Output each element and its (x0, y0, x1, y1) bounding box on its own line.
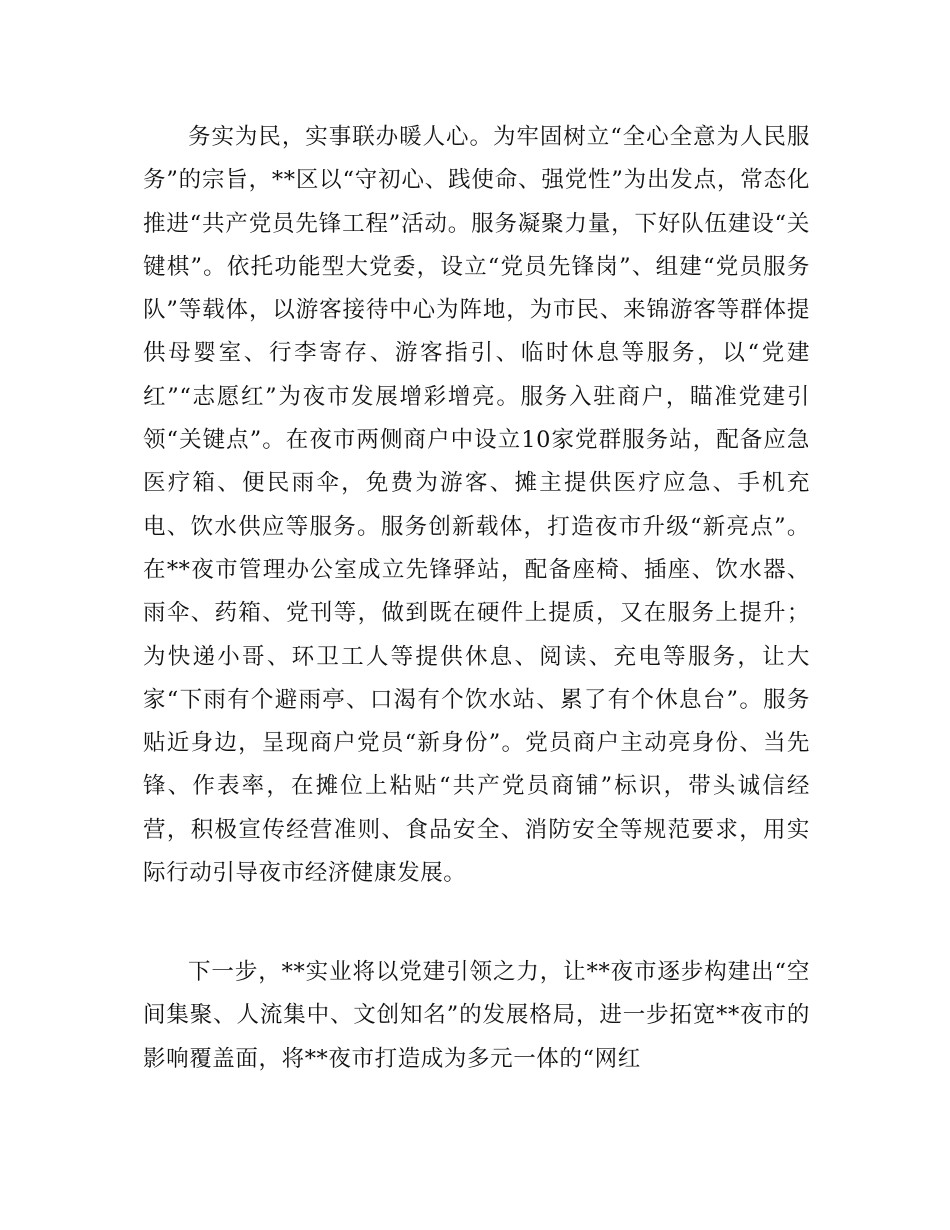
body-paragraph-1: 务实为民，实事联办暖人心。为牢固树立“全心全意为人民服务”的宗旨，**区以“守初心、践使命、强党性”为出发点，常态化推进“共产党员先锋工程”活动。服务凝聚力量，下好队伍建设“关键棋”。依托功能型大党委，设立“党员先锋岗”、组建“党员服务队”等载体，以游客接待中心为阵地，为市民、来锦游客等群体提供母婴室、行李寄存、游客指引、临时休息等服务，以“党建红”“志愿红”为夜市发展增彩增亮。服务入驻商户，瞄准党建引领“关键点”。在夜市两侧商户中设立10家党群服务站，配备应急医疗箱、便民雨伞，免费为游客、摊主提供医疗应急、手机充电、饮水供应等服务。服务创新载体，打造夜市升级“新亮点”。在**夜市管理办公室成立先锋驿站，配备座椅、插座、饮水器、雨伞、药箱、党刊等，做到既在硬件上提质，又在服务上提升；为快递小哥、环卫工人等提供休息、阅读、充电等服务，让大家“下雨有个避雨亭、口渴有个饮水站、累了有个休息台”。服务贴近身边，呈现商户党员“新身份”。党员商户主动亮身份、当先锋、作表率，在摊位上粘贴“共产党员商铺”标识，带头诚信经营，积极宣传经营准则、食品安全、消防安全等规范要求，用实际行动引导夜市经济健康发展。 (143, 124, 810, 887)
body-paragraph-2: 下一步，**实业将以党建引领之力，让**夜市逐步构建出“空间集聚、人流集中、文创知名”的发展格局，进一步拓宽**夜市的影响覆盖面，将**夜市打造成为多元一体的“网红 (143, 959, 810, 1072)
